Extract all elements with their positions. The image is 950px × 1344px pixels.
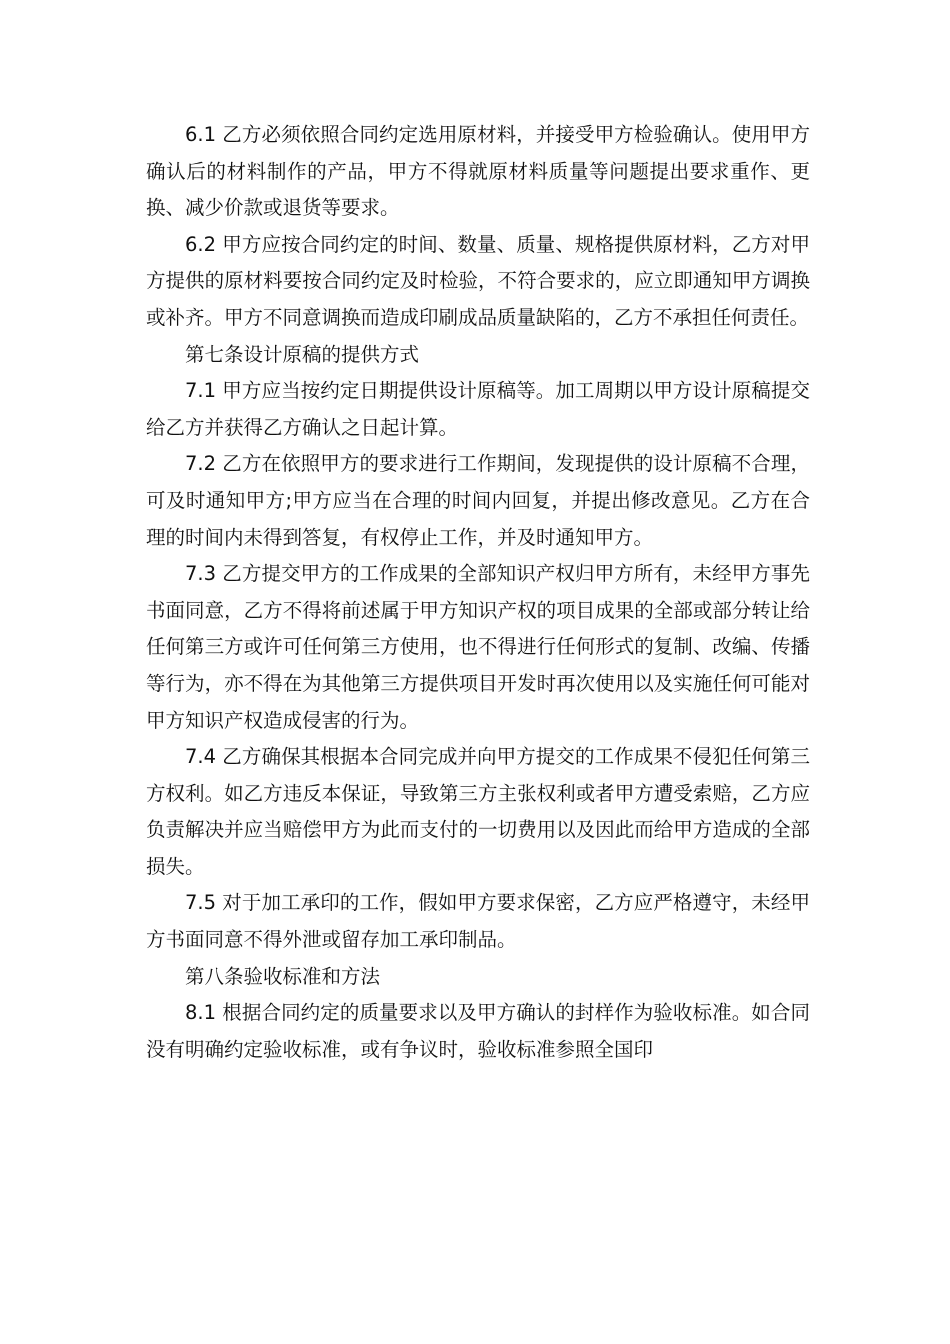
clause-7-5: 7.5 对于加工承印的工作，假如甲方要求保密，乙方应严格遵守，未经甲方书面同意不得外泄或留存加工承印制品。 [146,891,810,952]
clause-7-3: 7.3 乙方提交甲方的工作成果的全部知识产权归甲方所有，未经甲方事先书面同意，乙方不得将前述属于甲方知识产权的项目成果的全部或部分转让给任何第三方或许可任何第三方使用，也不得进行任何形式的复制、改编、传播等行为，亦不得在为其他第三方提供项目开发时再次使用以及实施任何可能对甲方知识产权造成侵害的行为。 [146,562,810,732]
article-8-heading: 第八条验收标准和方法 [185,964,381,988]
article-7-heading: 第七条设计原稿的提供方式 [185,342,420,366]
clause-6-1: 6.1 乙方必须依照合同约定选用原材料，并接受甲方检验确认。使用甲方确认后的材料制作的产品，甲方不得就原材料质量等问题提出要求重作、更换、减少价款或退货等要求。 [146,123,810,220]
clause-7-2: 7.2 乙方在依照甲方的要求进行工作期间，发现提供的设计原稿不合理，可及时通知甲方;甲方应当在合理的时间内回复，并提出修改意见。乙方在合理的时间内未得到答复，有权停止工作，并及时通知甲方。 [146,452,810,549]
document-body [146,117,810,1068]
clause-7-1: 7.1 甲方应当按约定日期提供设计原稿等。加工周期以甲方设计原稿提交给乙方并获得乙方确认之日起计算。 [146,379,810,439]
clause-8-1: 8.1 根据合同约定的质量要求以及甲方确认的封样作为验收标准。如合同没有明确约定验收标准，或有争议时，验收标准参照全国印 [146,1001,810,1061]
clause-7-4: 7.4 乙方确保其根据本合同完成并向甲方提交的工作成果不侵犯任何第三方权利。如乙方违反本保证，导致第三方主张权利或者甲方遭受索赔，乙方应负责解决并应当赔偿甲方为此而支付的一切费用以及因此而给甲方造成的全部损失。 [146,745,810,878]
clause-6-2: 6.2 甲方应按合同约定的时间、数量、质量、规格提供原材料，乙方对甲方提供的原材料要按合同约定及时检验，不符合要求的，应立即通知甲方调换或补齐。甲方不同意调换而造成印刷成品质量缺陷的，乙方不承担任何责任。 [146,232,810,329]
